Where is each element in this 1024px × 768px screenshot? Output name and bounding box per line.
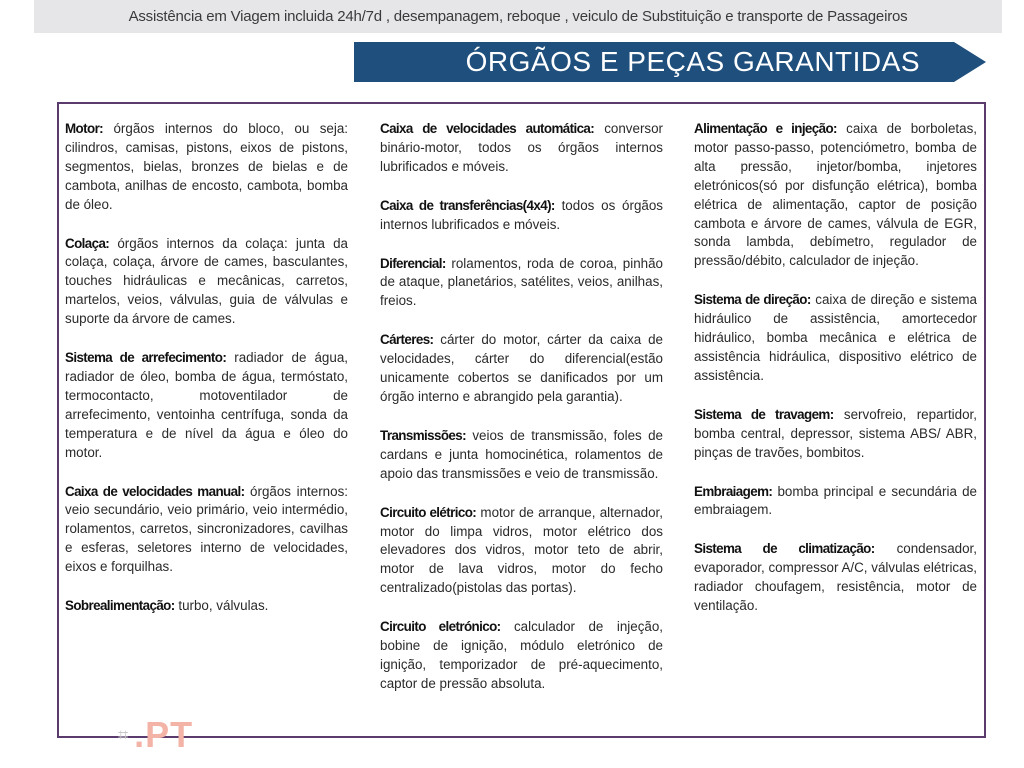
entry-heading: Caixa de velocidades automática: bbox=[380, 121, 595, 136]
entry-heading: Transmissões: bbox=[380, 427, 466, 443]
entry-text: bomba principal e secundária de embraiagem. bbox=[694, 483, 977, 518]
column-1 bbox=[65, 120, 348, 636]
entry-caixa-manual bbox=[65, 483, 348, 578]
entry-text: todos os órgãos internos lubrificados e móveis. bbox=[380, 197, 663, 232]
entry-caixa-transferencias bbox=[380, 197, 663, 235]
entry-text: rolamentos, roda de coroa, pinhão de ataque, planetários, satélites, veios, anilhas, freios. bbox=[380, 255, 663, 309]
entry-climatizacao bbox=[694, 540, 977, 616]
entry-heading: Colaça: bbox=[65, 235, 110, 251]
section-ribbon bbox=[354, 42, 954, 82]
entry-heading: Cárteres: bbox=[380, 332, 434, 348]
entry-heading: Diferencial: bbox=[380, 255, 446, 271]
column-2 bbox=[380, 120, 663, 714]
entry-heading: Circuito eletrónico: bbox=[380, 619, 501, 635]
entry-heading: Sistema de travagem: bbox=[694, 406, 834, 422]
entry-heading: Caixa de transferências(4x4): bbox=[380, 197, 555, 213]
entry-text: caixa de borboletas, motor passo-passo, potenciómetro, bomba de alta pressão, injetor/bomba, injetores eletrónicos(só por disfunção elétrica), bomba elétrica de alimentação, captor de posição cambota e árvore de cames, válvula de EGR, sonda lambda, debímetro, regulador de pressão/débito, calculador de injeção. bbox=[694, 121, 977, 269]
entry-heading: Sistema de climatização: bbox=[694, 541, 875, 557]
section-title: ÓRGÃOS E PEÇAS GARANTIDAS bbox=[465, 46, 920, 77]
banner-text: Assistência em Viagem incluida 24h/7d , desempanagem, reboque , veiculo de Substituição e transporte de Passageiros bbox=[128, 8, 908, 25]
entry-heading: Motor: bbox=[65, 121, 104, 136]
entry-motor bbox=[65, 120, 348, 215]
entry-text: órgãos internos da colaça: junta da colaça, colaça, árvore de cames, basculantes, touches hidráulicas e mecânicas, carretos, martelos, veios, válvulas, guia de válvulas e suporte da árvore de cames. bbox=[65, 235, 348, 327]
entry-colaca bbox=[65, 235, 348, 330]
column-3 bbox=[694, 120, 977, 636]
entry-circuito-eletrico bbox=[380, 504, 663, 599]
entry-text: radiador de água, radiador de óleo, bomba de água, termóstato, termocontacto, motoventilador de arrefecimento, ventoinha centrífuga, sonda da temperatura e de nível da água e óleo do motor. bbox=[65, 350, 348, 460]
entry-heading: Sobrealimentação: bbox=[65, 598, 175, 614]
entry-sobrealimentacao bbox=[65, 597, 348, 616]
entry-heading: Sistema de arrefecimento: bbox=[65, 350, 227, 366]
entry-text: condensador, evaporador, compressor A/C, válvulas elétricas, radiador choufagem, resistência, motor de ventilação. bbox=[694, 541, 977, 614]
entry-text: caixa de direção e sistema hidráulico de assistência, amortecedor hidráulico, bomba mecânica e elétrica de assistência hidráulica, dispositivo elétrico de assistência. bbox=[694, 292, 977, 383]
entry-direcao bbox=[694, 291, 977, 386]
entry-text: órgãos internos: veio secundário, veio primário, veio intermédio, rolamentos, carretos, sincronizadores, cavilhas e esferas, seletores interno de velocidades, eixos e forquilhas. bbox=[65, 483, 348, 575]
entry-heading: Embraiagem: bbox=[694, 483, 773, 499]
entry-text: conversor binário-motor, todos os órgãos internos lubrificados e móveis. bbox=[380, 121, 664, 174]
entry-diferencial bbox=[380, 255, 663, 312]
entry-heading: Alimentação e injeção: bbox=[694, 121, 837, 136]
entry-carteres bbox=[380, 331, 663, 407]
entry-text: veios de transmissão, foles de cardans e junta homocinética, rolamentos de apoio das transmissões e veio de transmissão. bbox=[380, 427, 663, 481]
entry-text: motor de arranque, alternador, motor do limpa vidros, motor elétrico dos elevadores dos vidros, motor teto de abrir, motor de lava vidros, motor do fecho centralizado(pistolas das portas). bbox=[380, 504, 663, 596]
entry-travagem bbox=[694, 406, 977, 463]
entry-transmissoes bbox=[380, 427, 663, 484]
entry-alimentacao-injecao bbox=[694, 120, 977, 271]
grid-icon: ⌗ bbox=[118, 724, 129, 745]
entry-arrefecimento bbox=[65, 349, 348, 462]
watermark bbox=[118, 714, 193, 756]
entry-heading: Caixa de velocidades manual: bbox=[65, 483, 245, 499]
entry-caixa-automatica bbox=[380, 120, 663, 177]
entry-heading: Sistema de direção: bbox=[694, 292, 811, 308]
watermark-text: .PT bbox=[134, 714, 194, 755]
entry-heading: Circuito elétrico: bbox=[380, 504, 477, 520]
entry-embraiagem bbox=[694, 483, 977, 521]
entry-circuito-eletronico bbox=[380, 618, 663, 694]
entry-text: cárter do motor, cárter da caixa de velocidades, cárter do diferencial(estão unicamente cobertos se danificados por um órgão interno e abrangido pela garantia). bbox=[380, 332, 663, 404]
entry-text: calculador de injeção, bobine de ignição, módulo eletrónico de ignição, temporizador de pré-aquecimento, captor de pressão absoluta. bbox=[380, 619, 663, 691]
entry-text: servofreio, repartidor, bomba central, depressor, sistema ABS/ ABR, pinças de travões, bombitos. bbox=[694, 406, 977, 460]
top-banner bbox=[34, 0, 1002, 33]
entry-text: órgãos internos do bloco, ou seja: cilindros, camisas, pistons, eixos de pistons, segmentos, bielas, bronzes de bielas e de cambota, anilhas de encosto, cambota, bomba de óleo. bbox=[65, 121, 348, 212]
entry-text: turbo, válvulas. bbox=[174, 598, 269, 614]
